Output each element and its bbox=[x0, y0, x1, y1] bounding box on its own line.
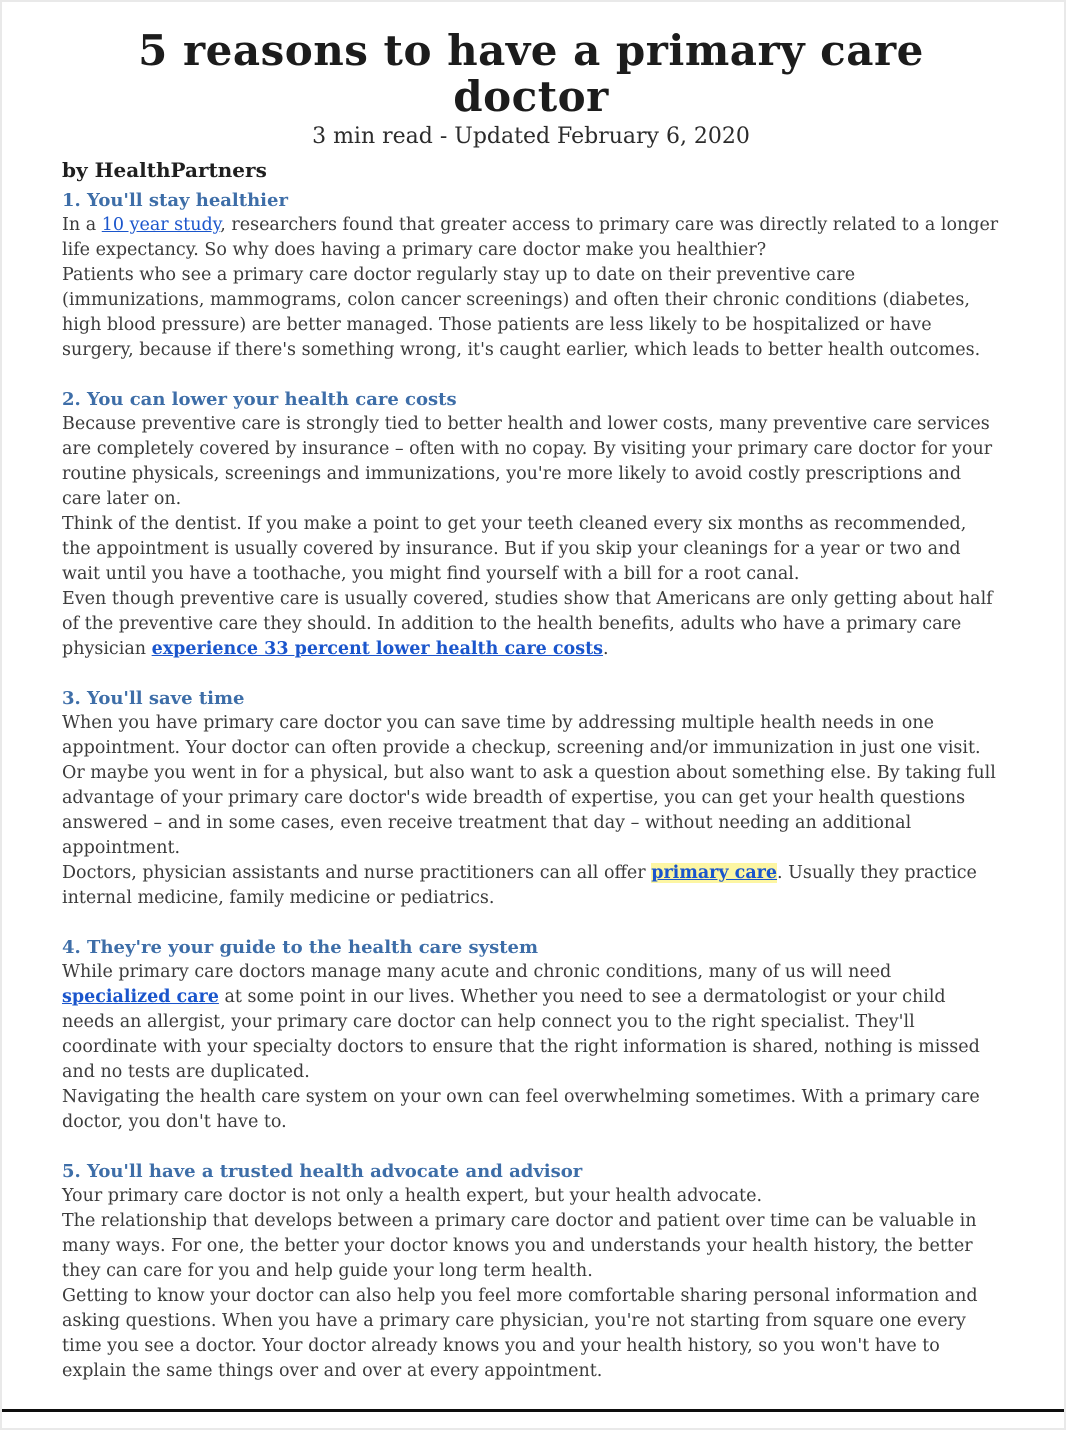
paragraph bbox=[62, 412, 1000, 512]
text-run: Navigating the health care system on your own can feel overwhelming sometimes. With a primary care doctor, you don't have to. bbox=[62, 1086, 980, 1132]
text-run: Patients who see a primary care doctor regularly stay up to date on their preventive care (immunizations, mammograms, colon cancer screenings) and often their chronic conditions (diabetes, high blood pressure) are better managed. Those patients are less likely to be hospitalized or have surgery, because if there's something wrong, it's caught earlier, which leads to better health outcomes. bbox=[62, 264, 981, 360]
section-heading: 4. They're your guide to the health care system bbox=[62, 936, 539, 958]
text-run: Even though preventive care is usually covered, studies show that Americans are only getting about half of the preventive care they should. In addition to the health benefits, adults who have a primary care physician bbox=[62, 588, 993, 659]
text-run: at some point in our lives. Whether you need to see a dermatologist or your child needs an allergist, your primary care doctor can help connect you to the right specialist. They'll coordinate with your specialty doctors to ensure that the right information is shared, nothing is missed and no tests are duplicated. bbox=[62, 986, 980, 1082]
paragraph bbox=[62, 960, 1000, 1085]
section-heading: 5. You'll have a trusted health advocate and advisor bbox=[62, 1160, 583, 1182]
text-run: Your primary care doctor is not only a health expert, but your health advocate. bbox=[62, 1185, 763, 1206]
text-run: , researchers found that greater access to primary care was directly related to a longer life expectancy. So why does having a primary care doctor make you healthier? bbox=[62, 214, 999, 260]
inline-link[interactable]: specialized care bbox=[62, 986, 219, 1007]
paragraph bbox=[62, 263, 1000, 363]
text-run: Getting to know your doctor can also help you feel more comfortable sharing personal information and asking questions. When you have a primary care physician, you're not starting from square one every time you see a doctor. Your doctor already knows you and your health history, so you won't have to explain the same things over and over at every appointment. bbox=[62, 1285, 978, 1381]
paragraph bbox=[62, 213, 1000, 263]
article-section bbox=[62, 935, 1000, 1135]
paragraph bbox=[62, 587, 1000, 662]
paragraph bbox=[62, 1209, 1000, 1284]
article-section bbox=[62, 188, 1000, 363]
paragraph bbox=[62, 512, 1000, 587]
section-heading: 1. You'll stay healthier bbox=[62, 189, 288, 211]
text-run: While primary care doctors manage many acute and chronic conditions, many of us will need bbox=[62, 961, 892, 982]
paragraph bbox=[62, 711, 1000, 861]
text-run: Because preventive care is strongly tied to better health and lower costs, many preventive care services are completely covered by insurance – often with no copay. By visiting your primary care doctor for your routine physicals, screenings and immunizations, you're more likely to avoid costly prescriptions and care later on. bbox=[62, 413, 993, 509]
section-heading: 2. You can lower your health care costs bbox=[62, 388, 457, 410]
paragraph bbox=[62, 1284, 1000, 1384]
article-sections bbox=[62, 188, 1000, 1384]
read-time-meta: 3 min read - Updated February 6, 2020 bbox=[312, 124, 750, 150]
section-heading: 3. You'll save time bbox=[62, 687, 245, 709]
article-content bbox=[2, 2, 1064, 1384]
byline: by HealthPartners bbox=[62, 157, 267, 182]
text-run: Think of the dentist. If you make a point to get your teeth cleaned every six months as recommended, the appointment is usually covered by insurance. But if you skip your cleanings for a year or two and wait until you have a toothache, you might find yourself with a bill for a root canal. bbox=[62, 513, 967, 584]
article-section bbox=[62, 686, 1000, 911]
paragraph bbox=[62, 1184, 1000, 1209]
inline-link[interactable]: experience 33 percent lower health care costs bbox=[151, 638, 604, 659]
text-run: Doctors, physician assistants and nurse practitioners can all offer bbox=[62, 862, 652, 883]
text-run: . bbox=[603, 638, 609, 659]
text-run: . Usually they practice internal medicine, family medicine or pediatrics. bbox=[62, 862, 977, 908]
article-section bbox=[62, 1159, 1000, 1384]
inline-link[interactable]: 10 year study bbox=[101, 214, 221, 235]
paragraph bbox=[62, 1085, 1000, 1135]
article-section bbox=[62, 387, 1000, 662]
paragraph bbox=[62, 861, 1000, 911]
text-run: When you have primary care doctor you can save time by addressing multiple health needs in one appointment. Your doctor can often provide a checkup, screening and/or immunization in just one visit. Or maybe you went in for a physical, but also want to ask a question about something else. By taking full advantage of your primary care doctor's wide breadth of expertise, you can get your health questions answered – and in some cases, even receive treatment that day – without needing an additional appointment. bbox=[62, 712, 996, 858]
page-title: 5 reasons to have a primary care doctor bbox=[138, 26, 924, 122]
text-run: In a bbox=[62, 214, 102, 235]
text-run: The relationship that develops between a primary care doctor and patient over time can be valuable in many ways. For one, the better your doctor knows you and understands your health history, the better they can care for you and help guide your long term health. bbox=[62, 1210, 977, 1281]
bottom-divider bbox=[2, 1409, 1064, 1412]
inline-link[interactable]: primary care bbox=[651, 862, 778, 883]
